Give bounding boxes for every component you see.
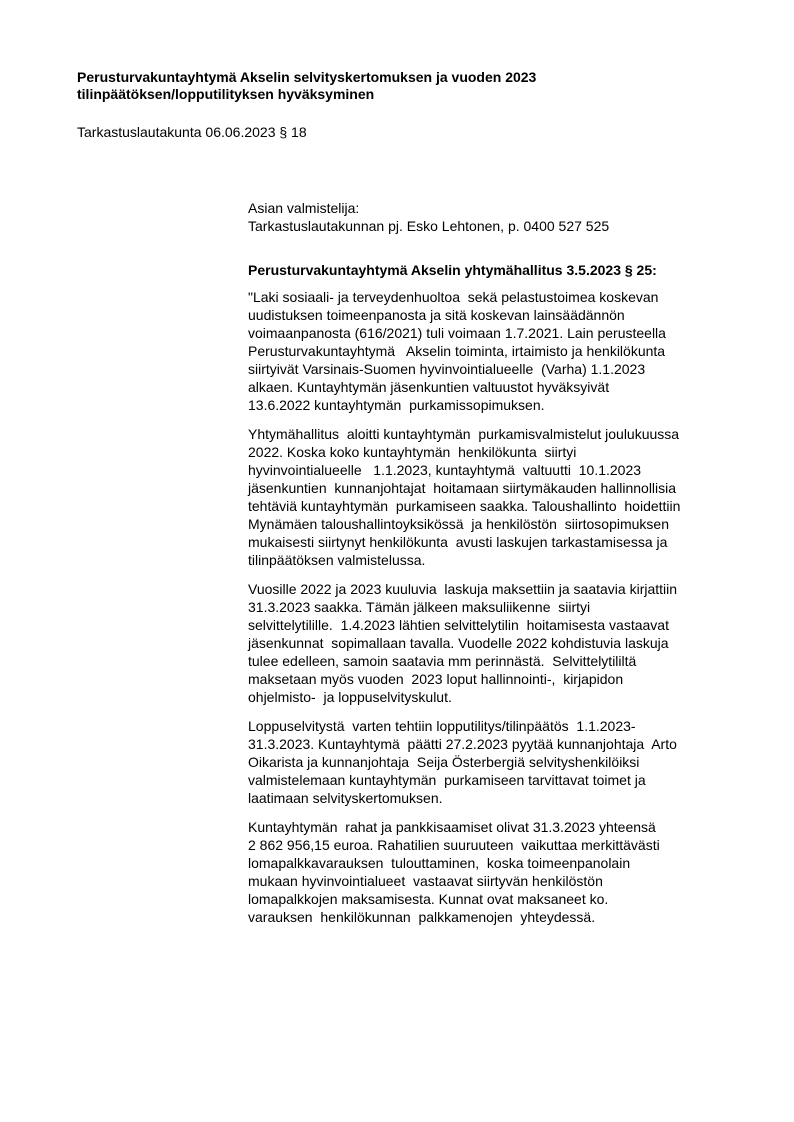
paragraph-line: alkaen. Kuntayhtymän jäsenkuntien valtuustot hyväksyivät (248, 379, 610, 395)
paragraph-line: 31.3.2023 saakka. Tämän jälkeen maksuliikenne siirtyi (248, 599, 591, 615)
paragraph-line: ohjelmisto- ja loppuselvityskulut. (248, 689, 452, 705)
paragraph-line: Vuosille 2022 ja 2023 kuuluvia laskuja maksettiin ja saatavia kirjattiin (248, 581, 678, 597)
paragraph-line: Yhtymähallitus aloitti kuntayhtymän purkamisvalmistelut joulukuussa (248, 426, 680, 442)
preparer-label: Asian valmistelija: (248, 200, 360, 216)
document-title-line: tilinpäätöksen/lopputilityksen hyväksyminen (77, 86, 375, 102)
document-title (77, 69, 717, 103)
paragraph-line: mukaan hyvinvointialueet vastaavat siirtyvän henkilöstön (248, 873, 603, 889)
paragraph-line: jäsenkunnat sopimallaan tavalla. Vuodelle 2022 kohdistuvia laskuja (248, 635, 669, 651)
paragraph-line: laatimaan selvityskertomuksen. (248, 790, 443, 806)
paragraph-line: valmistelemaan kuntayhtymän purkamiseen tarvittavat toimet ja (248, 772, 646, 788)
meeting-reference: Tarkastuslautakunta 06.06.2023 § 18 (77, 124, 307, 140)
paragraph-line: varauksen henkilökunnan palkkamenojen yhteydessä. (248, 909, 596, 925)
paragraph-line: Mynämäen taloushallintoyksikössä ja henkilöstön siirtosopimuksen (248, 516, 669, 532)
paragraph-line: lomapalkkavarauksen tulouttaminen, koska toimeenpanolain (248, 855, 631, 871)
document-body (248, 199, 748, 937)
paragraph-line: 31.3.2023. Kuntayhtymä päätti 27.2.2023 pyytää kunnanjohtaja Arto (248, 736, 677, 752)
paragraph-line: hyvinvointialueelle 1.1.2023, kuntayhtymä valtuutti 10.1.2023 (248, 462, 642, 478)
paragraph-line: voimaanpanosta (616/2021) tuli voimaan 1.7.2021. Lain perusteella (248, 325, 666, 341)
paragraph-line: selvittelytilille. 1.4.2023 lähtien selvittelytilin hoitamisesta vastaavat (248, 617, 669, 633)
paragraph-line: siirtyivät Varsinais-Suomen hyvinvointialueelle (Varha) 1.1.2023 (248, 361, 646, 377)
paragraph (248, 288, 748, 414)
paragraph-line: 2 862 956,15 euroa. Rahatilien suuruuteen vaikuttaa merkittävästi (248, 837, 660, 853)
preparer-block (248, 199, 748, 235)
paragraph (248, 717, 748, 807)
paragraph-line: jäsenkuntien kunnanjohtajat hoitamaan siirtymäkauden hallinnollisia (248, 480, 677, 496)
preparer-value: Tarkastuslautakunnan pj. Esko Lehtonen, p. 0400 527 525 (248, 218, 610, 234)
paragraph-line: Loppuselvitystä varten tehtiin lopputilitys/tilinpäätös 1.1.2023- (248, 718, 636, 734)
paragraph-line: 13.6.2022 kuntayhtymän purkamissopimuksen. (248, 397, 545, 413)
paragraph-line: Perusturvakuntayhtymä Akselin toiminta, irtaimisto ja henkilökunta (248, 343, 666, 359)
paragraph (248, 425, 748, 569)
section-heading: Perusturvakuntayhtymä Akselin yhtymähallitus 3.5.2023 § 25: (248, 262, 657, 278)
paragraph-line: maksetaan myös vuoden 2023 loput hallinnointi-, kirjapidon (248, 671, 624, 687)
paragraph-line: Oikarista ja kunnanjohtaja Seija Österbergiä selvityshenkilöiksi (248, 754, 640, 770)
document-title-line: Perusturvakuntayhtymä Akselin selvityskertomuksen ja vuoden 2023 (77, 69, 537, 85)
paragraph-line: tehtäviä kuntayhtymän purkamiseen saakka. Taloushallinto hoidettiin (248, 498, 681, 514)
paragraph-line: "Laki sosiaali- ja terveydenhuoltoa sekä pelastustoimea koskevan (248, 289, 659, 305)
paragraph-line: tilinpäätöksen valmistelussa. (248, 552, 426, 568)
paragraph-line: 2022. Koska koko kuntayhtymän henkilökunta siirtyi (248, 444, 577, 460)
paragraph (248, 818, 748, 926)
paragraph-line: tulee edelleen, samoin saatavia mm perinnästä. Selvittelytililtä (248, 653, 637, 669)
paragraph-line: uudistuksen toimeenpanosta ja sitä koskevan lainsäädännön (248, 307, 625, 323)
paragraph-list (248, 288, 748, 926)
paragraph-line: lomapalkkojen maksamisesta. Kunnat ovat maksaneet ko. (248, 891, 609, 907)
paragraph-line: Kuntayhtymän rahat ja pankkisaamiset olivat 31.3.2023 yhteensä (248, 819, 656, 835)
paragraph (248, 580, 748, 706)
paragraph-line: mukaisesti siirtynyt henkilökunta avusti laskujen tarkastamisessa ja (248, 534, 668, 550)
